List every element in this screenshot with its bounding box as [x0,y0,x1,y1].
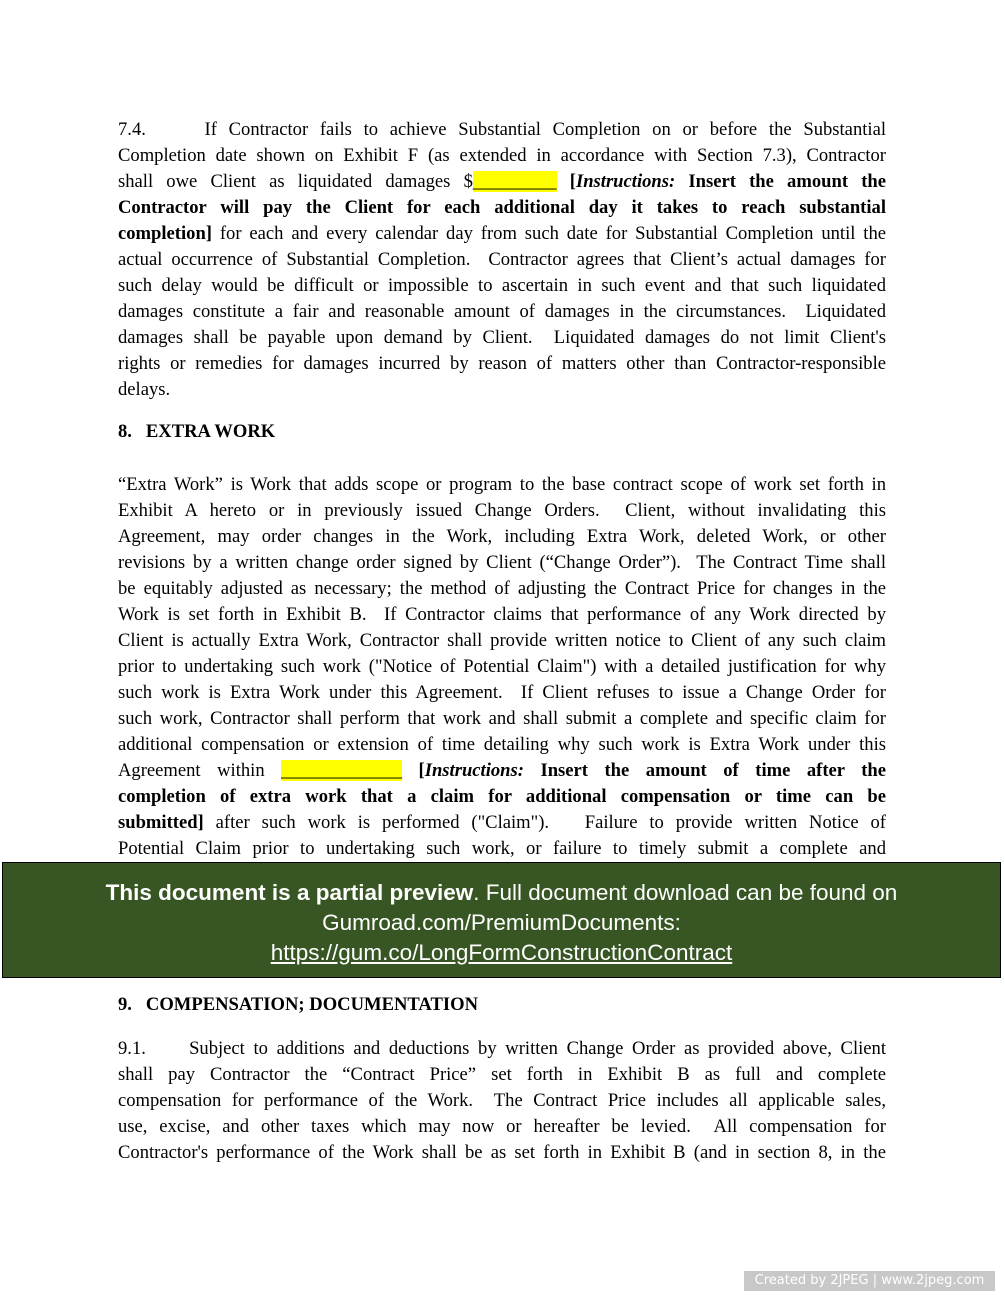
text-run: Agreement, may order changes in the Work, including Extra Work, deleted Work, or other [118,526,886,547]
text-line [118,576,886,602]
text-run: Agreement within [118,760,282,781]
highlighted-blank: _________ [472,171,557,192]
text-line [118,498,886,524]
text-run: Potential Claim prior to undertaking such work, or failure to timely submit a complete and [118,838,886,859]
banner-bold-text: This document is a partial preview [105,880,474,905]
banner-download-link[interactable]: https://gum.co/LongFormConstructionContract [270,940,733,965]
banner-text: . Full document download can be found on [473,880,898,905]
bold-text: [ [418,760,425,781]
instructions-label: Instructions: [575,171,676,192]
text-run: Contractor's performance of the Work shall be as set forth in Exhibit B (and in section 8, in the [118,1142,886,1163]
text-run: after such work is performed ("Claim"). Failure to provide written Notice of [203,812,886,833]
bold-text: Insert the amount of time after the [523,760,887,781]
text-line [118,602,886,628]
text-line [118,169,886,195]
text-run: prior to undertaking such work ("Notice of Potential Claim") with a detailed justification for why [118,656,886,677]
text-line [118,472,886,498]
text-line [118,810,886,836]
text-run: such delay would be difficult or impossible to ascertain in such event and that such liquidated [118,275,886,296]
text-line [118,1114,886,1140]
text-run: such work is Extra Work under this Agreement. If Client refuses to issue a Change Order for [118,682,886,703]
text-line [118,784,886,810]
text-run: be equitably adjusted as necessary; the method of adjusting the Contract Price for changes in the [118,578,886,599]
text-line [118,628,886,654]
section-9-1-paragraph [118,1036,886,1166]
text-run: shall owe Client as liquidated damages $ [118,171,473,192]
text-line [118,143,886,169]
text-line [118,377,886,403]
text-run: for each and every calendar day from such date for Substantial Completion until the [212,223,886,244]
text-line [118,654,886,680]
text-line [118,1036,886,1062]
text-line [118,524,886,550]
text-line [118,1062,886,1088]
text-run: revisions by a written change order signed by Client (“Change Order”). The Contract Time shall [118,552,886,573]
section-8-heading: 8. EXTRA WORK [118,421,276,442]
bold-text: [ [569,171,576,192]
watermark: Created by 2JPEG | www.2jpeg.com [744,1271,995,1291]
instructions-label: Instructions: [424,760,524,781]
text-run: Completion date shown on Exhibit F (as extended in accordance with Section 7.3), Contractor [118,145,886,166]
text-line [118,706,886,732]
text-run: damages shall be payable upon demand by Client. Liquidated damages do not limit Client's [118,327,886,348]
banner-store-text: Gumroad.com/PremiumDocuments: [322,910,681,935]
text-run: rights or remedies for damages incurred by reason of matters other than Contractor-responsible [118,353,886,374]
text-line [118,836,886,862]
text-line [118,325,886,351]
text-run: Exhibit A hereto or in previously issued Change Orders. Client, without invalidating this [118,500,886,521]
section-8-paragraph [118,472,886,862]
text-run: compensation for performance of the Work. The Contract Price includes all applicable sales, [118,1090,886,1111]
text-run: “Extra Work” is Work that adds scope or program to the base contract scope of work set forth in [118,474,886,495]
bold-text: completion] [118,223,212,244]
text-line [118,758,886,784]
text-run [557,171,570,192]
text-line [118,247,886,273]
text-line [118,117,886,143]
text-run: delays. [118,379,171,400]
highlighted-blank: _____________ [281,760,403,781]
section-7-4-paragraph [118,117,886,403]
text-run: 9.1. Subject to additions and deductions by written Change Order as provided above, Client [118,1038,886,1059]
text-run: use, excise, and other taxes which may now or hereafter be levied. All compensation for [118,1116,886,1137]
text-run: shall pay Contractor the “Contract Price” set forth in Exhibit B as full and complete [118,1064,886,1085]
text-line [118,195,886,221]
section-9-heading: 9. COMPENSATION; DOCUMENTATION [118,994,478,1015]
text-run: Client is actually Extra Work, Contractor shall provide written notice to Client of any such claim [118,630,886,651]
text-line [118,299,886,325]
text-line [118,550,886,576]
bold-text: Insert the amount the [675,171,886,192]
preview-banner [2,862,1001,978]
text-line [118,351,886,377]
text-run: damages constitute a fair and reasonable amount of damages in the circumstances. Liquidated [118,301,886,322]
text-run: 7.4. If Contractor fails to achieve Substantial Completion on or before the Substantial [118,119,886,140]
text-line [118,680,886,706]
text-line [118,273,886,299]
text-run: additional compensation or extension of time detailing why such work is Extra Work under this [118,734,886,755]
text-run [402,760,419,781]
bold-text: completion of extra work that a claim for additional compensation or time can be [118,786,886,807]
text-run: Work is set forth in Exhibit B. If Contractor claims that performance of any Work directed by [118,604,886,625]
text-line [118,732,886,758]
text-run: actual occurrence of Substantial Completion. Contractor agrees that Client’s actual damages for [118,249,886,270]
text-line [118,1088,886,1114]
bold-text: Contractor will pay the Client for each additional day it takes to reach substantial [118,197,886,218]
text-run: such work, Contractor shall perform that work and shall submit a complete and specific claim for [118,708,886,729]
bold-text: submitted] [118,812,204,833]
text-line [118,221,886,247]
text-line [118,1140,886,1166]
